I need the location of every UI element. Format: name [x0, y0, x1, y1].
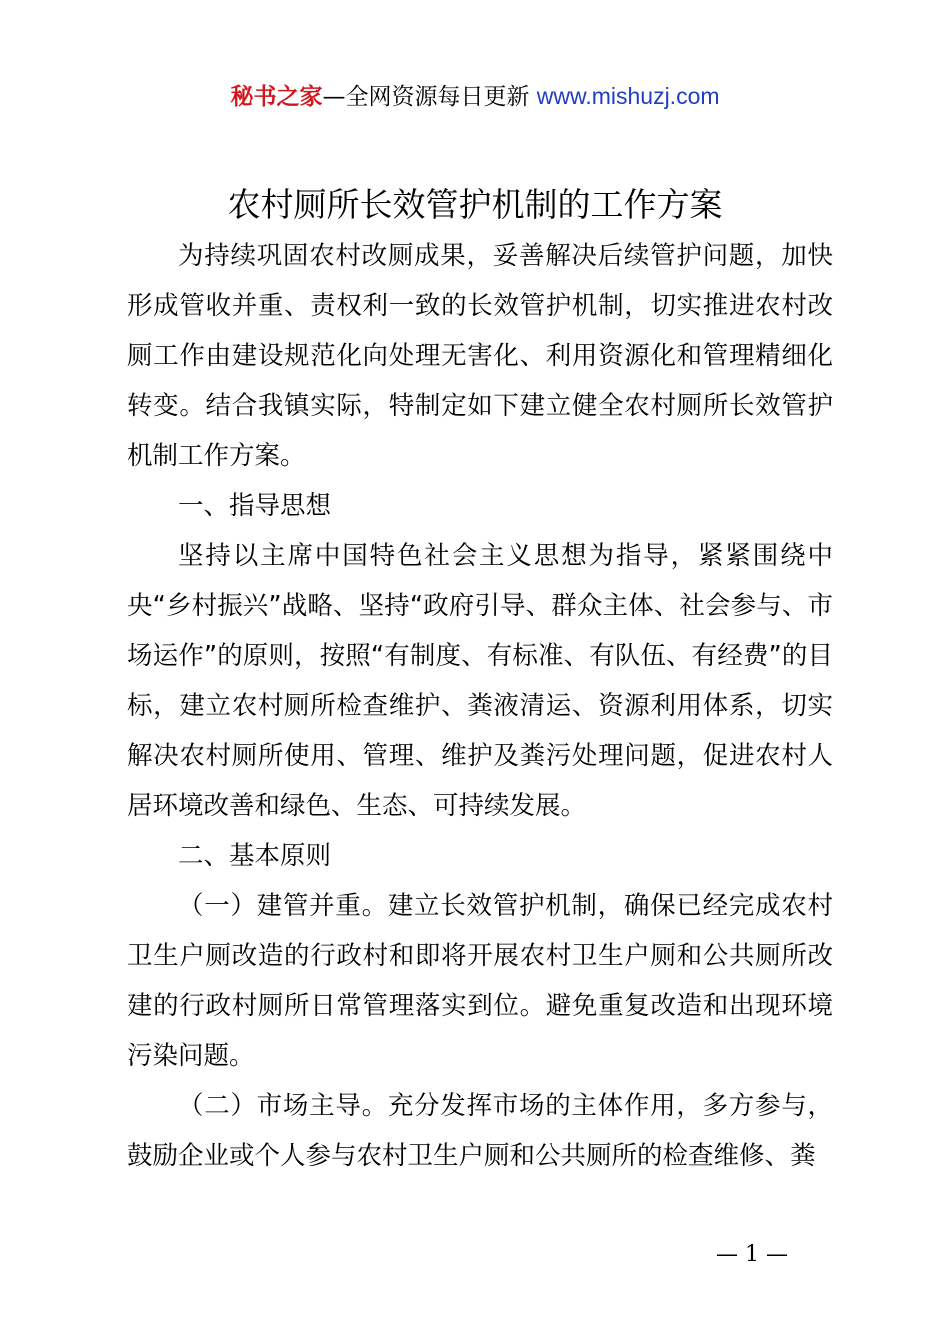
guiding-ideology-paragraph: 坚持以主席中国特色社会主义思想为指导，紧紧围绕中央“乡村振兴”战略、坚持“政府引导、群众主体、社会参与、市场运作”的原则，按照“有制度、有标准、有队伍、有经费”的目标，建立农村厕所检查维护、粪液清运、资源利用体系，切实解决农村厕所使用、管理、维护及粪污处理问题，促进农村人居环境改善和绿色、生态、可持续发展。 [127, 541, 833, 821]
site-url-link[interactable]: www.mishuzj.com [536, 83, 720, 109]
principle-2-paragraph: （二）市场主导。充分发挥市场的主体作用，多方参与，鼓励企业或个人参与农村卫生户厕和公共厕所的检查维修、粪 [127, 1091, 833, 1171]
site-slogan: —全网资源每日更新 [322, 84, 530, 110]
section-heading-basic-principles: 二、基本原则 [178, 841, 332, 871]
site-brand: 秘书之家 [230, 84, 323, 110]
document-body [127, 231, 833, 1181]
site-header [0, 80, 950, 113]
document-title: 农村厕所长效管护机制的工作方案 [227, 185, 723, 224]
section-heading-guiding-ideology: 一、指导思想 [178, 491, 332, 521]
principle-1-paragraph: （一）建管并重。建立长效管护机制，确保已经完成农村卫生户厕改造的行政村和即将开展农村卫生户厕和公共厕所改建的行政村厕所日常管理落实到位。避免重复改造和出现环境污染问题。 [127, 891, 833, 1071]
intro-paragraph: 为持续巩固农村改厕成果，妥善解决后续管护问题，加快形成管收并重、责权利一致的长效管护机制，切实推进农村改厕工作由建设规范化向处理无害化、利用资源化和管理精细化转变。结合我镇实际，特制定如下建立健全农村厕所长效管护机制工作方案。 [127, 241, 833, 471]
page-number: — 1 — [716, 1242, 788, 1267]
